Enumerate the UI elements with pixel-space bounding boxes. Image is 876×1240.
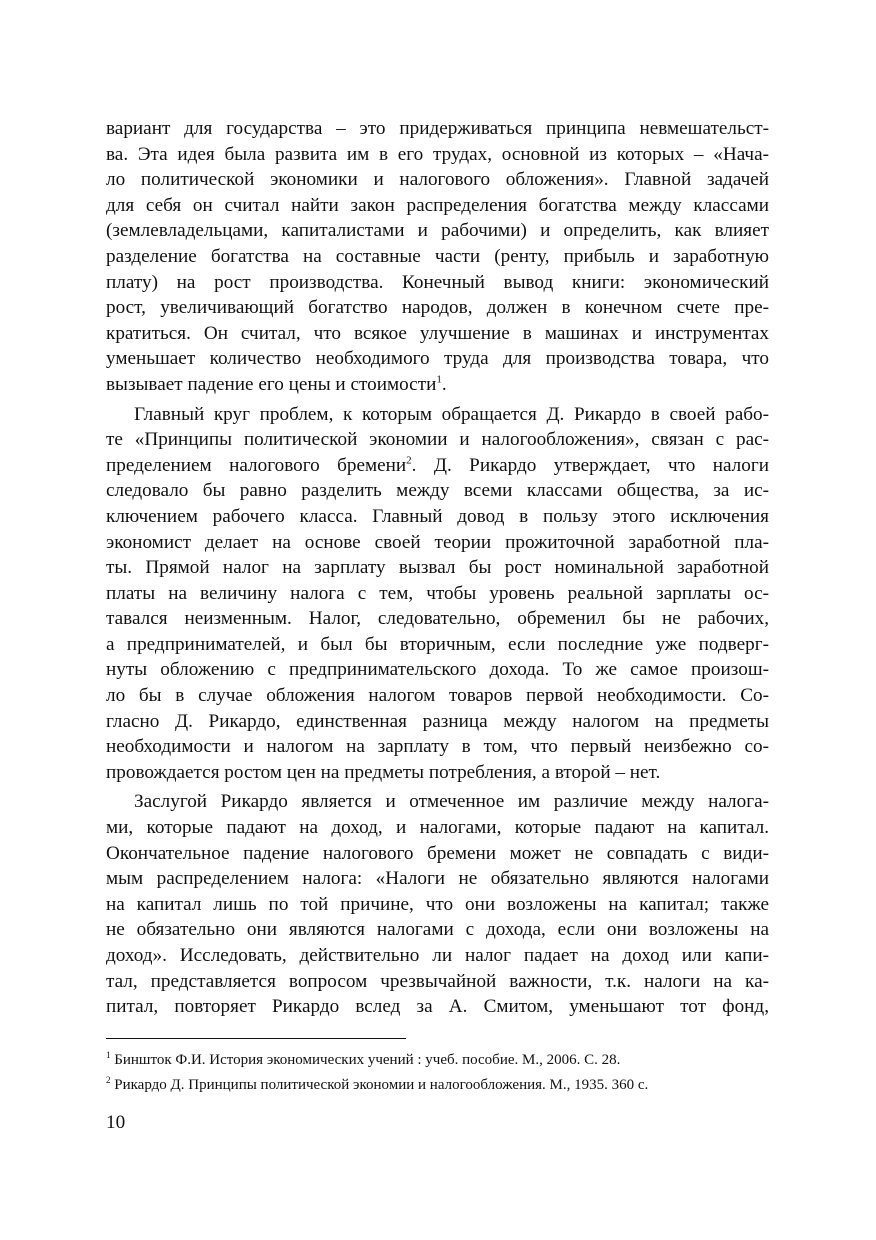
text-line: мым распределением налога: «Налоги не обязательно являются налогами [106, 868, 769, 890]
text-line: для себя он считал найти закон распределения богатства между классами [106, 194, 769, 216]
text-line: Заслугой Рикардо является и отмеченное им различие между налога- [134, 791, 769, 813]
page-number: 10 [106, 1112, 126, 1133]
footnote-separator [106, 1038, 406, 1039]
text-line: необходимости и налогом на зарплату в том, что первый неизбежно со- [106, 736, 769, 758]
text-line: доход». Исследовать, действительно ли налог падает на доход или капи- [106, 945, 769, 966]
text-line: гласно Д. Рикардо, единственная разница между налогом на предметы [106, 710, 769, 732]
text-line: ва. Эта идея была развита им в его трудах, основной из которых – «Нача- [106, 143, 769, 165]
footnotes [106, 1045, 769, 1095]
footnote-reference: 1 [436, 373, 442, 386]
text-line: пределением налогового бремени$^2$. Д. Рикардо утверждает, что налоги [106, 454, 769, 476]
text-line: Главный круг проблем, к которым обращается Д. Рикардо в своей рабо- [134, 403, 769, 425]
text-line: нуты обложению с предпринимательского дохода. То же самое произош- [106, 659, 769, 681]
footnote-item: $^2$ Рикардо Д. Принципы политической экономии и налогообложения. М., 1935. 360 с. [106, 1075, 649, 1093]
text-line: разделение богатства на составные части (ренту, прибыль и заработную [106, 245, 769, 267]
body-text [106, 116, 769, 1020]
footnote-reference: 2 [406, 454, 412, 467]
text-line: тавался неизменным. Налог, следовательно, обременил бы не рабочих, [106, 608, 769, 630]
text-line: ты. Прямой налог на зарплату вызвал бы рост номинальной заработной [106, 557, 769, 579]
text-line: те «Принципы политической экономии и налогообложения», связан с рас- [106, 429, 769, 451]
text-line: вызывает падение его цены и стоимости$^1$. [106, 373, 447, 395]
text-line: (землевладельцами, капиталистами и рабочими) и определить, как влияет [106, 220, 769, 242]
text-line: кратиться. Он считал, что всякое улучшение в машинах и инструментах [106, 322, 769, 344]
text-line: Окончательное падение налогового бремени может не совпадать с види- [106, 842, 769, 864]
paragraph [106, 116, 769, 398]
footnote-mark: 1 [106, 1050, 111, 1060]
text-line: на капитал лишь по той причине, что они возложены на капитал; также [106, 893, 769, 915]
text-line: ми, которые падают на доход, и налогами, которые падают на капитал. [106, 817, 769, 839]
text-line: не обязательно они являются налогами с дохода, если они возложены на [106, 919, 769, 941]
text-line: рост, увеличивающий богатство народов, должен в конечном счете пре- [106, 297, 769, 319]
text-line: питал, повторяет Рикардо вслед за А. Смитом, уменьшают тот фонд, [106, 996, 769, 1018]
paragraph [106, 789, 769, 1019]
text-line: ло бы в случае обложения налогом товаров первой необходимости. Со- [106, 685, 769, 707]
text-line: следовало бы равно разделить между всеми классами общества, за ис- [106, 480, 769, 502]
text-line: ло политической экономики и налогового обложения». Главной задачей [106, 169, 769, 191]
footnote-mark: 2 [106, 1075, 111, 1085]
text-line: тал, представляется вопросом чрезвычайной важности, т.к. налоги на ка- [106, 970, 769, 992]
text-line: а предпринимателей, и был бы вторичным, если последние уже подверг- [106, 633, 769, 655]
text-line: уменьшает количество необходимого труда для производства товара, что [106, 348, 769, 370]
text-line: плату) на рост производства. Конечный вывод книги: экономический [106, 271, 769, 293]
footnote-item: $^1$ Биншток Ф.И. История экономических учений : учеб. пособие. М., 2006. С. 28. [106, 1050, 621, 1068]
text-line: вариант для государства – это придерживаться принципа невмешательст- [106, 118, 769, 139]
paragraph [106, 402, 769, 786]
text-line: платы на величину налога с тем, чтобы уровень реальной зарплаты ос- [106, 582, 769, 604]
text-line: экономист делает на основе своей теории прожиточной заработной пла- [106, 531, 769, 553]
text-line: ключением рабочего класса. Главный довод в пользу этого исключения [106, 505, 769, 527]
text-line: провождается ростом цен на предметы потребления, а второй – нет. [106, 761, 661, 783]
